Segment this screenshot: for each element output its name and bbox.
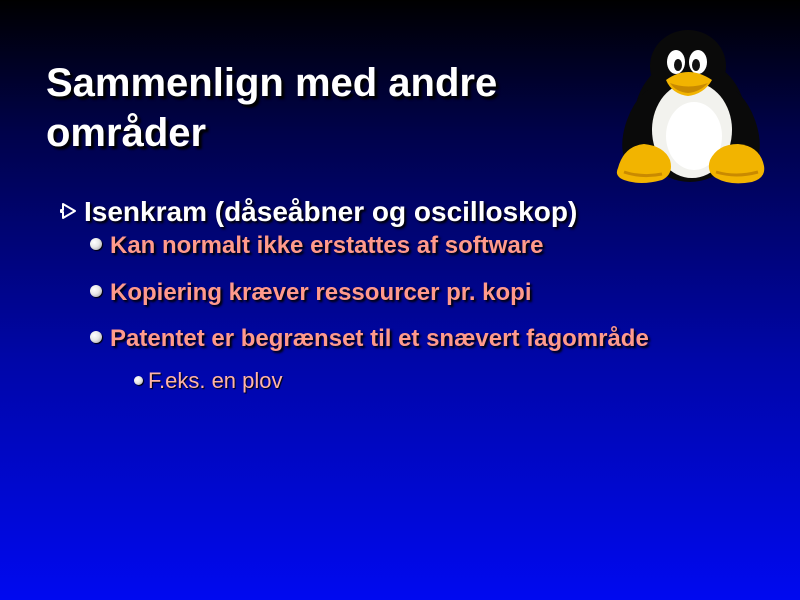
level2-bullet-item [90, 279, 532, 307]
slide-title-line-1: Sammenlign med andre [46, 61, 498, 105]
round-bullet-icon [90, 238, 102, 250]
level1-bullet-text: Isenkram (dåseåbner og oscilloskop) [84, 196, 578, 227]
level2-bullet-text: Kopiering kræver ressourcer pr. kopi [110, 279, 532, 306]
level2-bullet-text: Patentet er begrænset til et snævert fagområde [110, 325, 649, 352]
level1-bullet-isenkram [60, 196, 577, 228]
slide-title-line-2: områder [46, 111, 207, 155]
tux-penguin-icon [614, 28, 766, 186]
hollow-arrow-right-icon [60, 200, 78, 222]
level3-bullet-text: F.eks. en plov [148, 368, 283, 393]
slide-title [46, 58, 606, 158]
level3-bullet-item [134, 368, 283, 394]
round-bullet-icon [90, 285, 102, 297]
level2-bullet-item [90, 232, 544, 260]
level2-bullet-text: Kan normalt ikke erstattes af software [110, 232, 544, 259]
round-bullet-icon [90, 331, 102, 343]
level2-bullet-item [90, 325, 649, 353]
round-bullet-icon [134, 376, 143, 385]
